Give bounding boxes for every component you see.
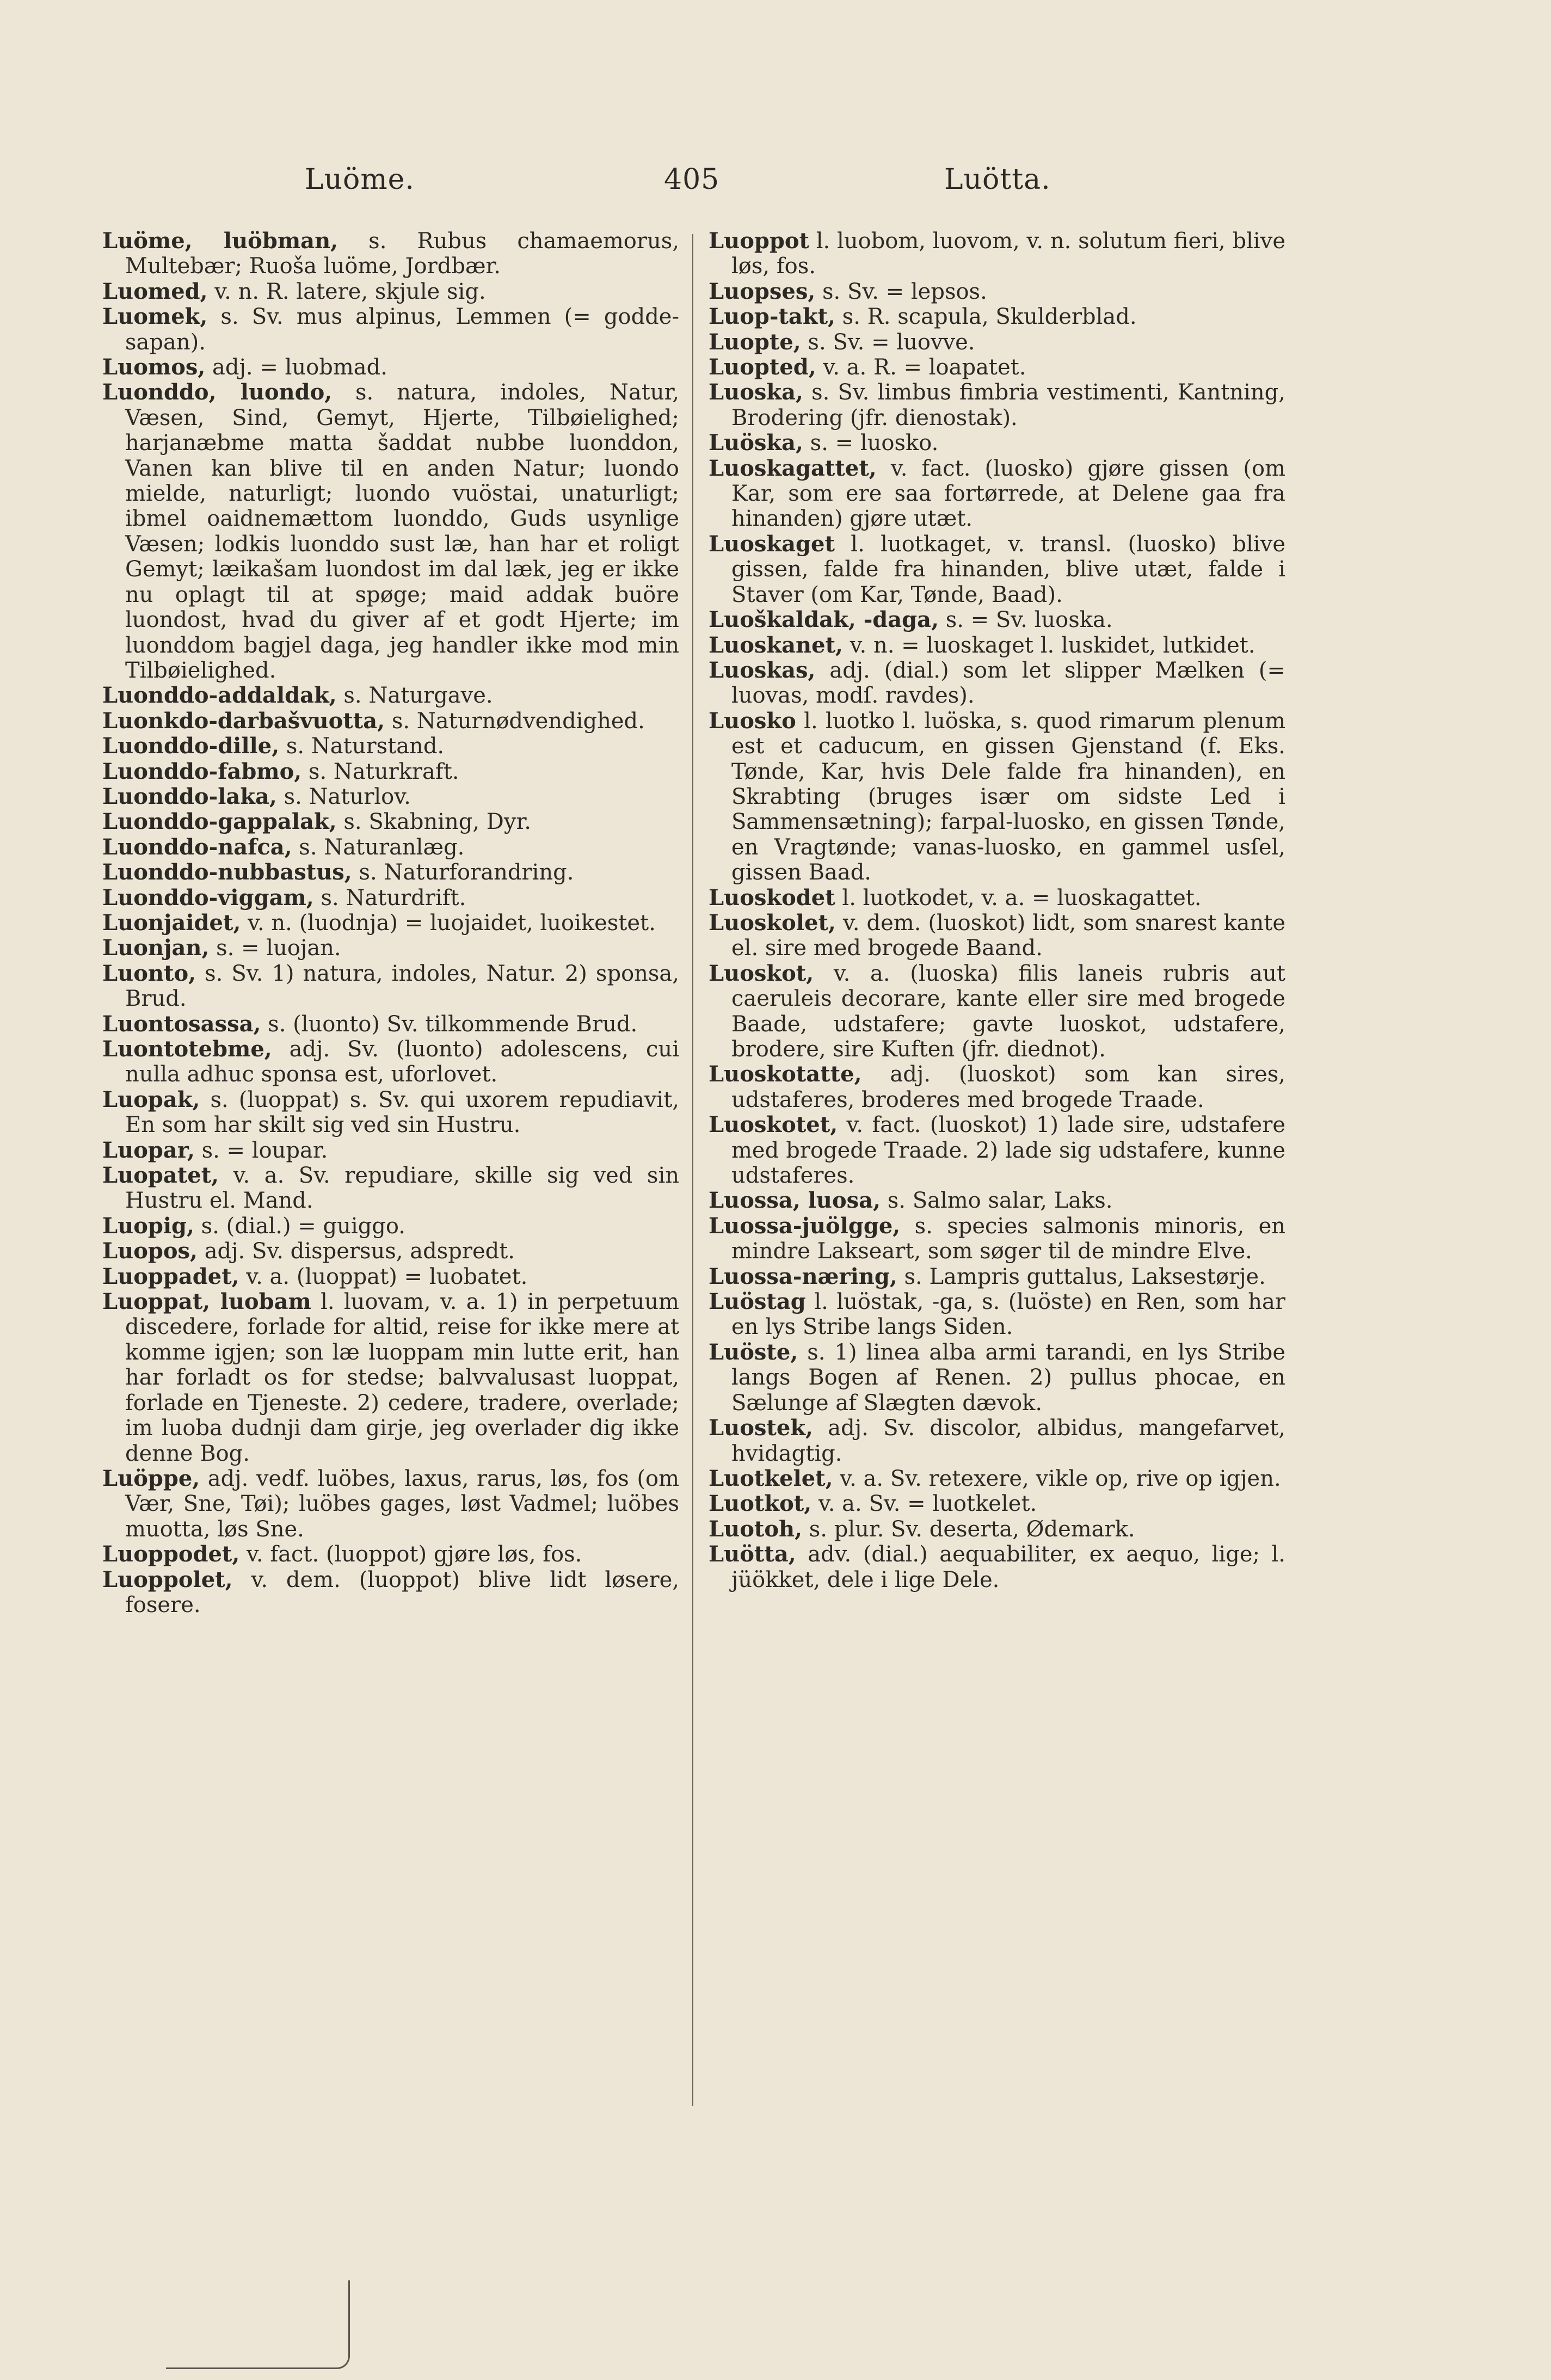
dictionary-entry bbox=[709, 885, 1285, 911]
dictionary-entry bbox=[709, 304, 1285, 329]
entry-definition: s. (luonto) Sv. tilkommende Brud. bbox=[261, 1011, 638, 1037]
entry-headword: Luotoh, bbox=[709, 1516, 803, 1542]
entry-headword: Luomed, bbox=[102, 278, 208, 304]
entry-headword: Luotkot, bbox=[709, 1491, 812, 1517]
column-divider bbox=[692, 234, 693, 2106]
dictionary-entry bbox=[709, 961, 1285, 1062]
entry-headword: Luop-takt, bbox=[709, 304, 835, 330]
dictionary-entry bbox=[709, 1517, 1285, 1542]
entry-definition: adj. (dial.) som let slipper Mælken (= luovas, modſ. ravdes). bbox=[731, 657, 1285, 709]
entry-definition: l. luöstak, -ga, s. (luöste) en Ren, som har en lys Stribe langs Siden. bbox=[731, 1289, 1285, 1340]
dictionary-entry bbox=[709, 1188, 1285, 1213]
entry-headword: Luoppolet, bbox=[102, 1566, 233, 1592]
entry-headword: Luoskolet, bbox=[709, 909, 836, 936]
entry-definition: s. Salmo salar, Laks. bbox=[881, 1188, 1113, 1214]
dictionary-entry bbox=[709, 709, 1285, 885]
entry-headword: Luonddo-laka, bbox=[102, 783, 277, 809]
entry-headword: Luopig, bbox=[102, 1213, 194, 1239]
entry-headword: Luöstag bbox=[709, 1289, 806, 1315]
entry-definition: adj. (luoskot) som kan sires, udstaferes, broderes med brogede Traade. bbox=[731, 1062, 1285, 1112]
entry-definition: s. Naturforandring. bbox=[352, 860, 574, 885]
dictionary-entry bbox=[709, 1112, 1285, 1188]
dictionary-entry bbox=[102, 860, 679, 885]
entry-headword: Luopses, bbox=[709, 278, 816, 304]
entry-headword: Luoppodet, bbox=[102, 1541, 240, 1567]
dictionary-entry bbox=[102, 229, 679, 279]
entry-headword: Luomos, bbox=[102, 354, 206, 380]
dictionary-entry bbox=[102, 1037, 679, 1087]
entry-headword: Luoppadet, bbox=[102, 1263, 239, 1289]
entry-definition: s. Naturnødvendighed. bbox=[385, 708, 645, 734]
dictionary-entry bbox=[102, 355, 679, 380]
left-column bbox=[102, 229, 679, 1618]
entry-headword: Luosko bbox=[709, 708, 796, 734]
entry-definition: s. species salmonis minoris, en mindre Lakseart, som søger til de mindre Elve. bbox=[731, 1213, 1285, 1264]
dictionary-entry bbox=[709, 1416, 1285, 1466]
entry-headword: Luonjaidet, bbox=[102, 909, 241, 936]
entry-headword: Luoskot, bbox=[709, 960, 814, 986]
entry-headword: Luopatet, bbox=[102, 1163, 219, 1189]
entry-definition: v. a. R. = loapatet. bbox=[816, 355, 1026, 380]
entry-definition: v. a. Sv. repudiare, skille sig ved sin Hustru el. Mand. bbox=[125, 1163, 679, 1214]
entry-headword: Luöste, bbox=[709, 1339, 798, 1365]
dictionary-entry bbox=[102, 1138, 679, 1163]
entry-definition: v. fact. (luosko) gjøre gissen (om Kar, som ere saa fortørrede, at Delene gaa fra hinanden) gjøre utæt. bbox=[731, 456, 1285, 532]
entry-headword: Luöska, bbox=[709, 430, 803, 456]
entry-definition: adj. Sv. (luonto) adolescens, cui nulla adhuc sponsa est, uforlovet. bbox=[125, 1037, 679, 1087]
entry-definition: s. Naturstand. bbox=[279, 734, 445, 759]
entry-definition: s. Sv. = lepsos. bbox=[815, 279, 987, 304]
dictionary-entry bbox=[709, 633, 1285, 658]
entry-definition: v. dem. (luoskot) lidt, som snarest kante el. sire med brogede Baand. bbox=[731, 910, 1285, 961]
entry-definition: v. fact. (luoskot) 1) lade sire, udstafere med brogede Traade. 2) lade sig udstafere, kunne udstaferes. bbox=[731, 1112, 1285, 1189]
entry-headword: Luötta, bbox=[709, 1541, 796, 1567]
entry-headword: Luotkelet, bbox=[709, 1465, 833, 1491]
entry-headword: Luopted, bbox=[709, 354, 816, 380]
entry-headword: Luoppat, luobam bbox=[102, 1289, 311, 1315]
entry-definition: s. Sv. 1) natura, indoles, Natur. 2) sponsa, Brud. bbox=[125, 961, 679, 1012]
entry-definition: v. a. (luoska) filis laneis rubris aut caeruleis decorare, kante eller sire med brogede Baade, udstafere; gavte luoskot, udstafere, brodere, sire Kuften (jfr. diednot). bbox=[731, 961, 1285, 1062]
entry-definition: s. 1) linea alba armi tarandi, en lys Stribe langs Bogen af Renen. 2) pullus phocae, en Sælunge af Slægten dævok. bbox=[731, 1339, 1285, 1416]
dictionary-entry bbox=[709, 1264, 1285, 1289]
entry-headword: Luonddo-nafca, bbox=[102, 834, 292, 860]
entry-headword: Luomek, bbox=[102, 304, 208, 330]
entry-headword: Luonddo-nubbastus, bbox=[102, 859, 352, 885]
dictionary-entry bbox=[102, 835, 679, 860]
entry-headword: Luonto, bbox=[102, 960, 196, 986]
entry-definition: s. Naturkraft. bbox=[301, 759, 459, 784]
dictionary-entry bbox=[709, 1340, 1285, 1416]
entry-headword: Luopar, bbox=[102, 1137, 195, 1163]
entry-headword: Luostek, bbox=[709, 1415, 813, 1441]
dictionary-entry bbox=[102, 1466, 679, 1542]
entry-definition: l. luotkaget, v. transl. (luosko) blive gissen, falde fra hinanden, blive utæt, falde i Staver (om Kar, Tønde, Baad). bbox=[731, 531, 1285, 607]
page-number: 405 bbox=[664, 163, 720, 196]
entry-definition: s. = luojan. bbox=[209, 936, 341, 961]
dictionary-entry bbox=[102, 784, 679, 809]
entry-definition: s. Naturgave. bbox=[336, 683, 493, 709]
dictionary-entry bbox=[709, 532, 1285, 607]
entry-definition: l. luotkodet, v. a. = luoskagattet. bbox=[835, 885, 1202, 911]
dictionary-entry bbox=[102, 759, 679, 784]
dictionary-entry bbox=[102, 279, 679, 304]
dictionary-entry bbox=[102, 1214, 679, 1239]
entry-headword: Luoškaldak, -daga, bbox=[709, 607, 939, 633]
entry-definition: s. Naturdrift. bbox=[313, 885, 466, 911]
entry-definition: s. Sv. mus alpinus, Lemmen (= godde-sapan). bbox=[125, 304, 679, 355]
entry-definition: adv. (dial.) aequabiliter, ex aequo, lige; l. jüökket, dele i lige Dele. bbox=[731, 1542, 1285, 1592]
entry-definition: adj. vedf. luöbes, laxus, rarus, løs, fos (om Vær, Sne, Tøi); luöbes gages, løst Vadmel; luöbes muotta, løs Sne. bbox=[125, 1466, 679, 1542]
entry-definition: s. Naturlov. bbox=[276, 784, 411, 809]
dictionary-entry bbox=[709, 1491, 1285, 1516]
entry-definition: s. (dial.) = guiggo. bbox=[194, 1213, 405, 1239]
dictionary-entry bbox=[709, 1214, 1285, 1264]
entry-definition: s. = luosko. bbox=[803, 431, 939, 456]
entry-definition: s. Rubus chamaemorus, Multebær; Ruoša luöme, Jordbær. bbox=[125, 229, 679, 279]
dictionary-entry bbox=[709, 1289, 1285, 1340]
entry-headword: Luöppe, bbox=[102, 1465, 200, 1491]
dictionary-entry bbox=[102, 709, 679, 734]
entry-headword: Luossa-juölgge, bbox=[709, 1213, 901, 1239]
entry-definition: s. Skabning, Dyr. bbox=[336, 809, 531, 835]
entry-definition: l. luovam, v. a. 1) in perpetuum discedere, forlade for altid, reise for ikke mere at komme igjen; son læ luoppam min lutte erit, han har forladt os for stedse; balvvalusast luoppat, forlade en Tjeneste. 2) cedere, tradere, overlade; im luoba dudnji dam girje, jeg overlader dig ikke denne Bog. bbox=[125, 1289, 679, 1466]
dictionary-entry bbox=[709, 380, 1285, 431]
entry-headword: Luonddo-gappalak, bbox=[102, 809, 337, 835]
entry-definition: v. fact. (luoppot) gjøre løs, fos. bbox=[239, 1542, 582, 1567]
entry-definition: s. natura, indoles, Natur, Væsen, Sind, Gemyt, Hjerte, Tilbøielighed; harjanæbme matta šaddat nubbe luonddon, Vanen kan blive til en anden Natur; luondo mielde, naturligt; luondo vuöstai, unaturligt; ibmel oaidnemættom luonddo, Guds usynlige Væsen; lodkis luonddo sust læ, han har et roligt Gemyt; læikašam luondost im dal læk, jeg er ikke nu oplagt til at spøge; maid addak buöre luondost, hvad du giver af et godt Hjerte; im luonddom bagjel daga, jeg handler ikke mod min Tilbøielighed. bbox=[125, 380, 679, 683]
dictionary-entry bbox=[102, 936, 679, 961]
dictionary-entry bbox=[709, 658, 1285, 709]
margin-bracket-mark bbox=[166, 2280, 350, 2369]
dictionary-entry bbox=[102, 380, 679, 683]
entry-definition: s. Sv. = luovve. bbox=[801, 329, 975, 355]
entry-definition: s. Naturanlæg. bbox=[292, 834, 465, 860]
entry-headword: Luoskanet, bbox=[709, 632, 843, 658]
entry-definition: l. luotko l. luöska, s. quod rimarum plenum est et caducum, en gissen Gjenstand (f. Eks. Tønde, Kar, hvis Dele falde fra hinanden), en Skrabting (bruges især om sidste Led i Sammensætning); farpal-luosko, en gissen Tønde, en Vragtønde; vanas-luosko, en gammel usſel, gissen Baad. bbox=[731, 708, 1285, 885]
dictionary-entry bbox=[102, 1264, 679, 1289]
dictionary-entry bbox=[102, 683, 679, 708]
entry-headword: Luonddo-addaldak, bbox=[102, 682, 337, 709]
entry-definition: s. R. scapula, Skulderblad. bbox=[835, 304, 1137, 330]
entry-headword: Luonjan, bbox=[102, 935, 210, 961]
entry-definition: adj. Sv. discolor, albidus, mangefarvet, hvidagtig. bbox=[731, 1416, 1285, 1466]
entry-headword: Luopos, bbox=[102, 1238, 198, 1264]
entry-headword: Luossa, luosa, bbox=[709, 1188, 881, 1214]
entry-definition: v. n. R. latere, skjule sig. bbox=[207, 279, 486, 304]
entry-headword: Luoskotet, bbox=[709, 1112, 838, 1138]
entry-definition: s. = Sv. luoska. bbox=[939, 607, 1113, 633]
entry-headword: Luonddo-dille, bbox=[102, 733, 280, 759]
entry-headword: Luonkdo-darbašvuotta, bbox=[102, 708, 385, 734]
dictionary-entry bbox=[102, 911, 679, 936]
entry-definition: adj. = luobmad. bbox=[205, 355, 387, 380]
dictionary-entry bbox=[102, 734, 679, 759]
dictionary-entry bbox=[709, 456, 1285, 532]
entry-headword: Luopak, bbox=[102, 1086, 200, 1112]
entry-headword: Luossa-næring, bbox=[709, 1263, 897, 1289]
entry-definition: v. n. = luoskaget l. luskidet, lutkidet. bbox=[842, 632, 1255, 658]
dictionary-entry bbox=[102, 1567, 679, 1618]
dictionary-entry bbox=[709, 607, 1285, 632]
dictionary-entry bbox=[102, 809, 679, 834]
entry-definition: s. Lampris guttalus, Laksestørje. bbox=[897, 1264, 1266, 1289]
entry-definition: s. plur. Sv. deserta, Ødemark. bbox=[802, 1516, 1135, 1542]
entry-headword: Luoskotatte, bbox=[709, 1061, 862, 1087]
entry-definition: adj. Sv. dispersus, adspredt. bbox=[197, 1239, 515, 1264]
dictionary-entry bbox=[709, 229, 1285, 279]
dictionary-entry bbox=[102, 1163, 679, 1214]
dictionary-entry bbox=[102, 1542, 679, 1567]
entry-headword: Luoskodet bbox=[709, 884, 835, 911]
entry-definition: s. = loupar. bbox=[194, 1137, 328, 1163]
entry-headword: Luoskas, bbox=[709, 657, 816, 683]
entry-headword: Luoskagattet, bbox=[709, 455, 877, 481]
dictionary-entry bbox=[102, 1012, 679, 1037]
dictionary-entry bbox=[709, 1542, 1285, 1592]
dictionary-entry bbox=[102, 1239, 679, 1264]
entry-headword: Luoppot bbox=[709, 228, 809, 254]
dictionary-entry bbox=[102, 304, 679, 355]
entry-headword: Luontotebme, bbox=[102, 1036, 272, 1062]
entry-headword: Luoskaget bbox=[709, 531, 835, 557]
dictionary-entry bbox=[709, 1062, 1285, 1112]
entry-headword: Luoska, bbox=[709, 379, 803, 405]
entry-definition: v. a. Sv. = luotkelet. bbox=[811, 1491, 1037, 1517]
dictionary-entry bbox=[709, 279, 1285, 304]
entry-headword: Luonddo-fabmo, bbox=[102, 758, 302, 784]
dictionary-entry bbox=[102, 1289, 679, 1466]
dictionary-entry bbox=[709, 330, 1285, 355]
entry-definition: s. (luoppat) s. Sv. qui uxorem repudiavit, En som har skilt sig ved sin Hustru. bbox=[125, 1087, 679, 1138]
running-head-left: Luöme. bbox=[305, 163, 415, 196]
dictionary-entry bbox=[102, 1087, 679, 1138]
entry-definition: s. Sv. limbus fimbria vestimenti, Kantning, Brodering (jfr. dienostak). bbox=[731, 380, 1285, 431]
dictionary-entry bbox=[709, 355, 1285, 380]
dictionary-entry bbox=[102, 885, 679, 911]
entry-headword: Luöme, luöbman, bbox=[102, 228, 338, 254]
entry-headword: Luopte, bbox=[709, 329, 801, 355]
running-head-right: Luötta. bbox=[944, 163, 1051, 196]
dictionary-entry bbox=[102, 961, 679, 1012]
entry-definition: v. dem. (luoppot) blive lidt løsere, fosere. bbox=[125, 1567, 679, 1618]
entry-headword: Luonddo-viggam, bbox=[102, 884, 314, 911]
dictionary-entry bbox=[709, 911, 1285, 961]
right-column bbox=[709, 229, 1285, 1592]
dictionary-entry bbox=[709, 1466, 1285, 1491]
entry-headword: Luonddo, luondo, bbox=[102, 379, 333, 405]
entry-definition: v. a. Sv. retexere, vikle op, rive op igjen. bbox=[833, 1466, 1281, 1491]
entry-headword: Luontosassa, bbox=[102, 1011, 261, 1037]
entry-definition: v. n. (luodnja) = luojaidet, luoikestet. bbox=[241, 910, 656, 936]
entry-definition: v. a. (luoppat) = luobatet. bbox=[239, 1264, 528, 1289]
dictionary-entry bbox=[709, 431, 1285, 456]
entry-definition: l. luobom, luovom, v. n. solutum fieri, blive løs, fos. bbox=[731, 229, 1285, 279]
